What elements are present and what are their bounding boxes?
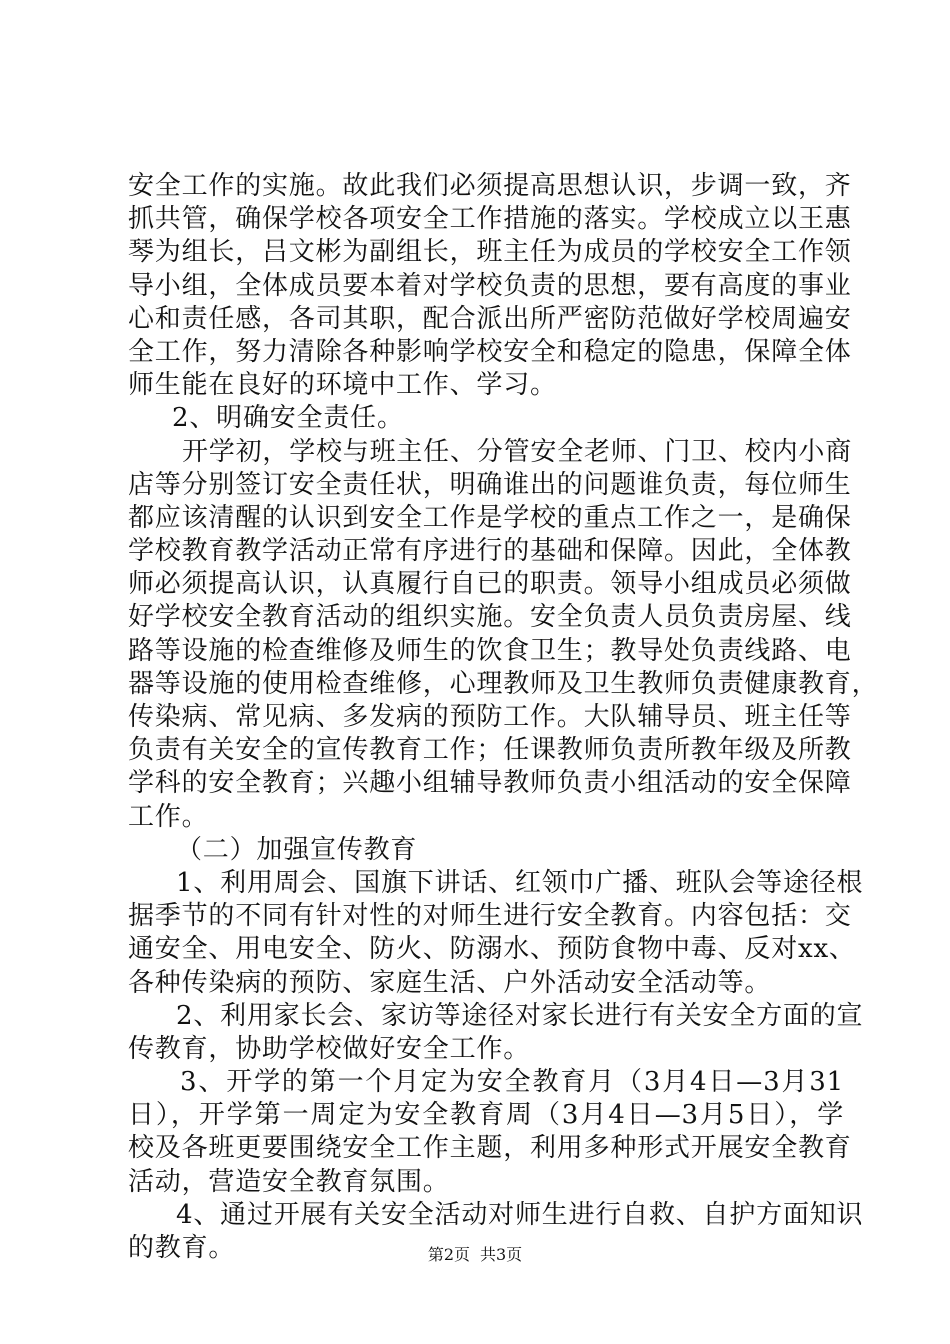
text-line: 路等设施的检查维修及师生的饮食卫生；教导处负责线路、电 <box>128 635 852 666</box>
text-line: 开学初，学校与班主任、分管安全老师、门卫、校内小商 <box>182 436 853 467</box>
text-line: 琴为组长，吕文彬为副组长，班主任为成员的学校安全工作领 <box>128 237 852 268</box>
text-line: 导小组，全体成员要本着对学校负责的思想，要有高度的事业 <box>128 270 852 301</box>
page-number: 第2页 <box>427 1245 470 1264</box>
text-line: （二）加强宣传教育 <box>176 834 418 865</box>
text-line: 4、通过开展有关安全活动对师生进行自救、自护方面知识 <box>176 1199 864 1230</box>
text-line: 的教育。 <box>128 1233 236 1263</box>
text-line: 都应该清醒的认识到安全工作是学校的重点工作之一，是确保 <box>128 502 852 533</box>
page-total: 共3页 <box>480 1245 523 1264</box>
text-line: 2、利用家长会、家访等途径对家长进行有关安全方面的宣 <box>176 1000 864 1031</box>
text-line: 日），开学第一周定为安全教育周（3月4日—3月5日），学 <box>128 1100 844 1131</box>
text-line: 2、明确安全责任。 <box>172 403 404 434</box>
text-line: 师生能在良好的环境中工作、学习。 <box>128 370 557 401</box>
text-line: 学科的安全教育；兴趣小组辅导教师负责小组活动的安全保障 <box>128 768 852 799</box>
text-line: 店等分别签订安全责任状，明确谁出的问题谁负责，每位师生 <box>128 469 852 500</box>
text-line: 安全工作的实施。故此我们必须提高思想认识，步调一致，齐 <box>128 171 852 201</box>
text-line: 活动，营造安全教育氛围。 <box>128 1166 450 1197</box>
text-line: 传染病、常见病、多发病的预防工作。大队辅导员、班主任等 <box>128 702 852 732</box>
text-line: 负责有关安全的宣传教育工作；任课教师负责所教年级及所教 <box>128 735 852 766</box>
text-line: 据季节的不同有针对性的对师生进行安全教育。内容包括：交 <box>128 901 852 932</box>
text-line: 通安全、用电安全、防火、防溺水、预防食物中毒、反对xx、 <box>128 934 856 965</box>
text-line: 全工作，努力清除各种影响学校安全和稳定的隐患，保障全体 <box>128 336 852 367</box>
text-line: 3、开学的第一个月定为安全教育月（3月4日—3月31 <box>180 1067 844 1098</box>
text-line: 学校教育教学活动正常有序进行的基础和保障。因此，全体教 <box>128 536 852 567</box>
text-line: 传教育，协助学校做好安全工作。 <box>128 1033 531 1064</box>
text-line: 心和责任感，各司其职，配合派出所严密防范做好学校周遍安 <box>128 303 852 334</box>
document-body <box>128 170 879 1265</box>
text-line: 1、利用周会、国旗下讲话、红领巾广播、班队会等途径根 <box>176 867 864 898</box>
page-footer <box>0 1245 950 1265</box>
text-line: 抓共管，确保学校各项安全工作措施的落实。学校成立以王惠 <box>128 204 852 235</box>
text-line: 器等设施的使用检查维修，心理教师及卫生教师负责健康教育， <box>128 668 879 699</box>
text-line: 师必须提高认识，认真履行自已的职责。领导小组成员必须做 <box>128 569 852 600</box>
text-line: 各种传染病的预防、家庭生活、户外活动安全活动等。 <box>128 967 772 998</box>
text-line: 好学校安全教育活动的组织实施。安全负责人员负责房屋、线 <box>128 602 852 633</box>
text-line: 工作。 <box>128 801 209 832</box>
text-line: 校及各班更要围绕安全工作主题，利用多种形式开展安全教育 <box>128 1133 852 1164</box>
